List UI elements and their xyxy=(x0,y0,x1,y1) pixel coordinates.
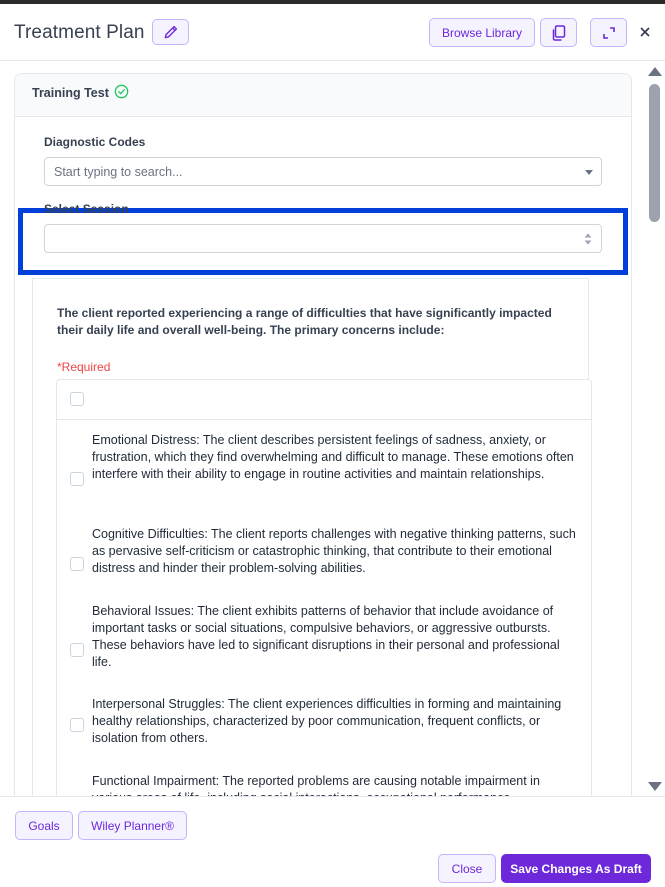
chevron-down-icon xyxy=(585,170,593,175)
browse-library-button[interactable]: Browse Library xyxy=(429,18,535,47)
option-text: Cognitive Difficulties: The client reports challenges with negative thinking patterns, such as pervasive self-criticism or catastrophic thinking, that contribute to their emotional distress and hinder their problem-solving abilities. xyxy=(92,527,576,575)
wiley-planner-button[interactable]: Wiley Planner® xyxy=(78,811,187,840)
diagnostic-codes-input[interactable] xyxy=(45,158,545,185)
scroll-up-icon[interactable] xyxy=(648,67,662,76)
close-button[interactable]: Close xyxy=(438,854,496,883)
option-checkbox[interactable] xyxy=(70,643,84,657)
check-circle-icon xyxy=(114,84,129,99)
copy-icon xyxy=(551,25,566,41)
diagnostic-codes-label: Diagnostic Codes xyxy=(44,135,146,149)
copy-button[interactable] xyxy=(540,18,577,47)
save-draft-button[interactable]: Save Changes As Draft xyxy=(501,854,651,883)
question-intro: The client reported experiencing a range of difficulties that have significantly impacted their daily life and overall well-being. The primary concerns include: xyxy=(57,306,552,337)
scroll-down-icon[interactable] xyxy=(648,782,662,791)
close-icon xyxy=(640,27,650,37)
dialog-body[interactable] xyxy=(0,62,665,796)
edit-title-button[interactable] xyxy=(152,19,189,45)
option-checkbox[interactable] xyxy=(70,557,84,571)
option-text: Interpersonal Struggles: The client experiences difficulties in forming and maintaining healthy relationships, characterized by poor communication, frequent conflicts, or isolation from others. xyxy=(92,697,562,745)
expand-button[interactable] xyxy=(590,18,627,47)
close-dialog-button[interactable] xyxy=(637,24,653,40)
options-list-header xyxy=(57,380,591,420)
option-text: Functional Impairment: The reported problems are causing notable impairment in xyxy=(92,774,540,788)
options-list xyxy=(56,379,592,839)
scrollbar-thumb[interactable] xyxy=(649,84,660,222)
goals-button[interactable]: Goals xyxy=(15,811,73,840)
expand-icon xyxy=(603,27,615,39)
option-text: Behavioral Issues: The client exhibits patterns of behavior that include avoidance of important tasks or social situations, compulsive behaviors, or aggressive outbursts. These behaviors have led to significant disruptions in their personal and professional life. xyxy=(92,604,560,669)
card-title: Training Test xyxy=(32,86,109,100)
select-session-label: Select Session xyxy=(44,202,129,216)
card-header xyxy=(15,74,631,117)
dialog-footer xyxy=(0,796,665,887)
select-session-select[interactable] xyxy=(44,224,602,253)
dialog-header xyxy=(0,4,665,61)
select-session-input[interactable] xyxy=(45,225,545,252)
pencil-icon xyxy=(164,25,178,39)
option-text: Emotional Distress: The client describes persistent feelings of sadness, anxiety, or frustration, which they find overwhelming and difficult to manage. These emotions often interfere with their ability to engage in routine activities and maintain relationships. xyxy=(92,433,574,481)
option-checkbox[interactable] xyxy=(70,472,84,486)
option-checkbox[interactable] xyxy=(70,718,84,732)
diagnostic-codes-select[interactable] xyxy=(44,157,602,186)
plan-card xyxy=(14,73,632,833)
required-label: *Required xyxy=(57,360,111,374)
question-box xyxy=(32,278,589,838)
sort-arrows-icon xyxy=(583,232,593,246)
dialog-title: Treatment Plan xyxy=(14,22,145,43)
select-all-checkbox[interactable] xyxy=(70,392,84,406)
